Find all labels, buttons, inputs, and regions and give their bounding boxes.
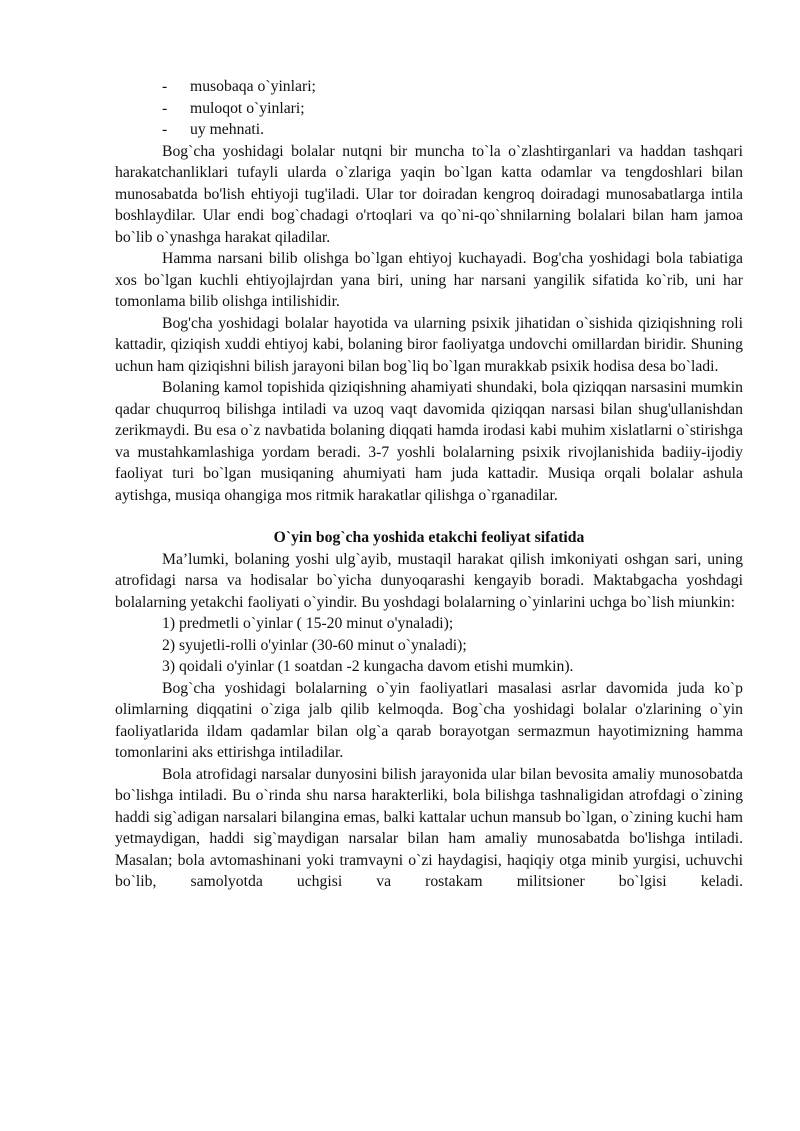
paragraph: Bolaning kamol topishida qiziqishning ahamiyati shundaki, bola qiziqqan narsasini mumkin qadar chuqurroq bilishga intiladi va uzoq vaqt davomida qiziqqan narsasi bilan shug'ullanishdan zerikmaydi. Bu esa o`z navbatida bolaning diqqati hamda irodasi kabi muhim xislatlarni o`stirishga va mustahkamlashiga yordam beradi. 3-7 yoshli bolalarning psixik rivojlanishida badiiy-ijodiy faoliyat turi bo`lgan musiqaning ahumiyati ham juda kattadir. Musiqa orqali bolalar ashula aytishga, musiqa ohangiga mos ritmik harakatlar qilishga o`rganadilar. bbox=[115, 379, 743, 504]
list-item-text: uy mehnati. bbox=[190, 121, 265, 138]
list-item bbox=[115, 119, 743, 141]
document-page bbox=[115, 76, 743, 893]
paragraph: Bog`cha yoshidagi bolalarning o`yin faoliyatlari masalasi asrlar davomida juda ko`p olimlarning diqqatini o`ziga jalb qilib kelmoqda. Bog`cha yoshidagi bolalar o'zlarining o`yin faoliyatlarida ildam qadamlar bilan olg`a qarab borayotgan sermazmun hayotimizning hamma tomonlarini aks ettirishga intiladilar. bbox=[115, 679, 743, 761]
list-item bbox=[115, 76, 743, 98]
numbered-item: 1) predmetli o`yinlar ( 15-20 minut o'ynaladi); bbox=[162, 615, 454, 632]
paragraph: Bog'cha yoshidagi bolalar hayotida va ularning psixik jihatidan o`sishida qiziqishning roli kattadir, qiziqish xuddi ehtiyoj kabi, bolaning biror faoliyatga undovchi omillardan biridir. Shuning uchun ham qiziqishni bilish jarayoni bilan bog`liq bo`lgan murakkab psixik hodisa desa bo`ladi. bbox=[115, 314, 743, 375]
paragraph: Ma’lumki, bolaning yoshi ulg`ayib, mustaqil harakat qilish imkoniyati oshgan sari, uning atrofidagi narsa va hodisalar bo`yicha dunyoqarashi kengayib boradi. Maktabgacha yoshdagi bolalarning yetakchi faoliyati o`yindir. Bu yoshdagi bolalarning o`yinlarini uchga bo`lish miunkin: bbox=[115, 550, 743, 611]
list-dash: - bbox=[162, 78, 168, 95]
section-heading: O`yin bog`cha yoshida etakchi feoliyat sifatida bbox=[273, 529, 585, 546]
numbered-item: 3) qoidali o'yinlar (1 soatdan -2 kungacha davom etishi mumkin). bbox=[162, 658, 574, 675]
list-item-text: muloqot o`yinlari; bbox=[190, 99, 305, 117]
paragraph: Bola atrofidagi narsalar dunyosini bilish jarayonida ular bilan bevosita amaliy munosobatda bo`lishga intiladi. Bu o`rinda shu narsa harakterliki, bola bilishga tashnaligidan atrofdagi o`zining haddi sig`adigan narsalari bilangina emas, balki kattalar uchun mansub bo`lgan, o`zining kuchi ham yetmaydigan, haddi sig`maydigan narsalar bilan ham amaliy munosabatda bo'lishga intiladi. Masalan; bola avtomashinani yoki tramvayni o`zi haydagisi, haqiqiy otga minib yurgisi, uchuvchi bo`lib, samolyotda uchgisi va rostakam militsioner bo`lgisi keladi. bbox=[115, 765, 743, 890]
list-dash: - bbox=[162, 121, 168, 138]
paragraph: Hamma narsani bilib olishga bo`lgan ehtiyoj kuchayadi. Bog'cha yoshidagi bola tabiatiga xos bo`lgan kuchli ehtiyojlajrdan yana biri, uning har narsani yangilik sifatida ko`rib, uni har tomonlama bilib olishga intilishidir. bbox=[115, 250, 743, 310]
list-item-text: musobaqa o`yinlari; bbox=[190, 78, 316, 95]
list-dash: - bbox=[162, 99, 168, 117]
list-item bbox=[115, 98, 743, 120]
numbered-item: 2) syujetli-rolli o'yinlar (30-60 minut o`ynaladi); bbox=[162, 636, 467, 654]
paragraph: Bog`cha yoshidagi bolalar nutqni bir muncha to`la o`zlashtirganlari va haddan tashqari harakatchanliklari tufayli ularda o`zlariga yaqin bo`lgan katta odamlar va tengdoshlari bilan munosabatda bo'lish ehtiyoji tug'iladi. Ular tor doiradan kengroq doiradagi munosabatlarga intila boshlaydilar. Ular endi bog`chadagi o'rtoqlari va qo`ni-qo`shnilarning bolalari bilan ham jamoa bo`lib o`ynashga harakat qiladilar. bbox=[115, 142, 743, 246]
